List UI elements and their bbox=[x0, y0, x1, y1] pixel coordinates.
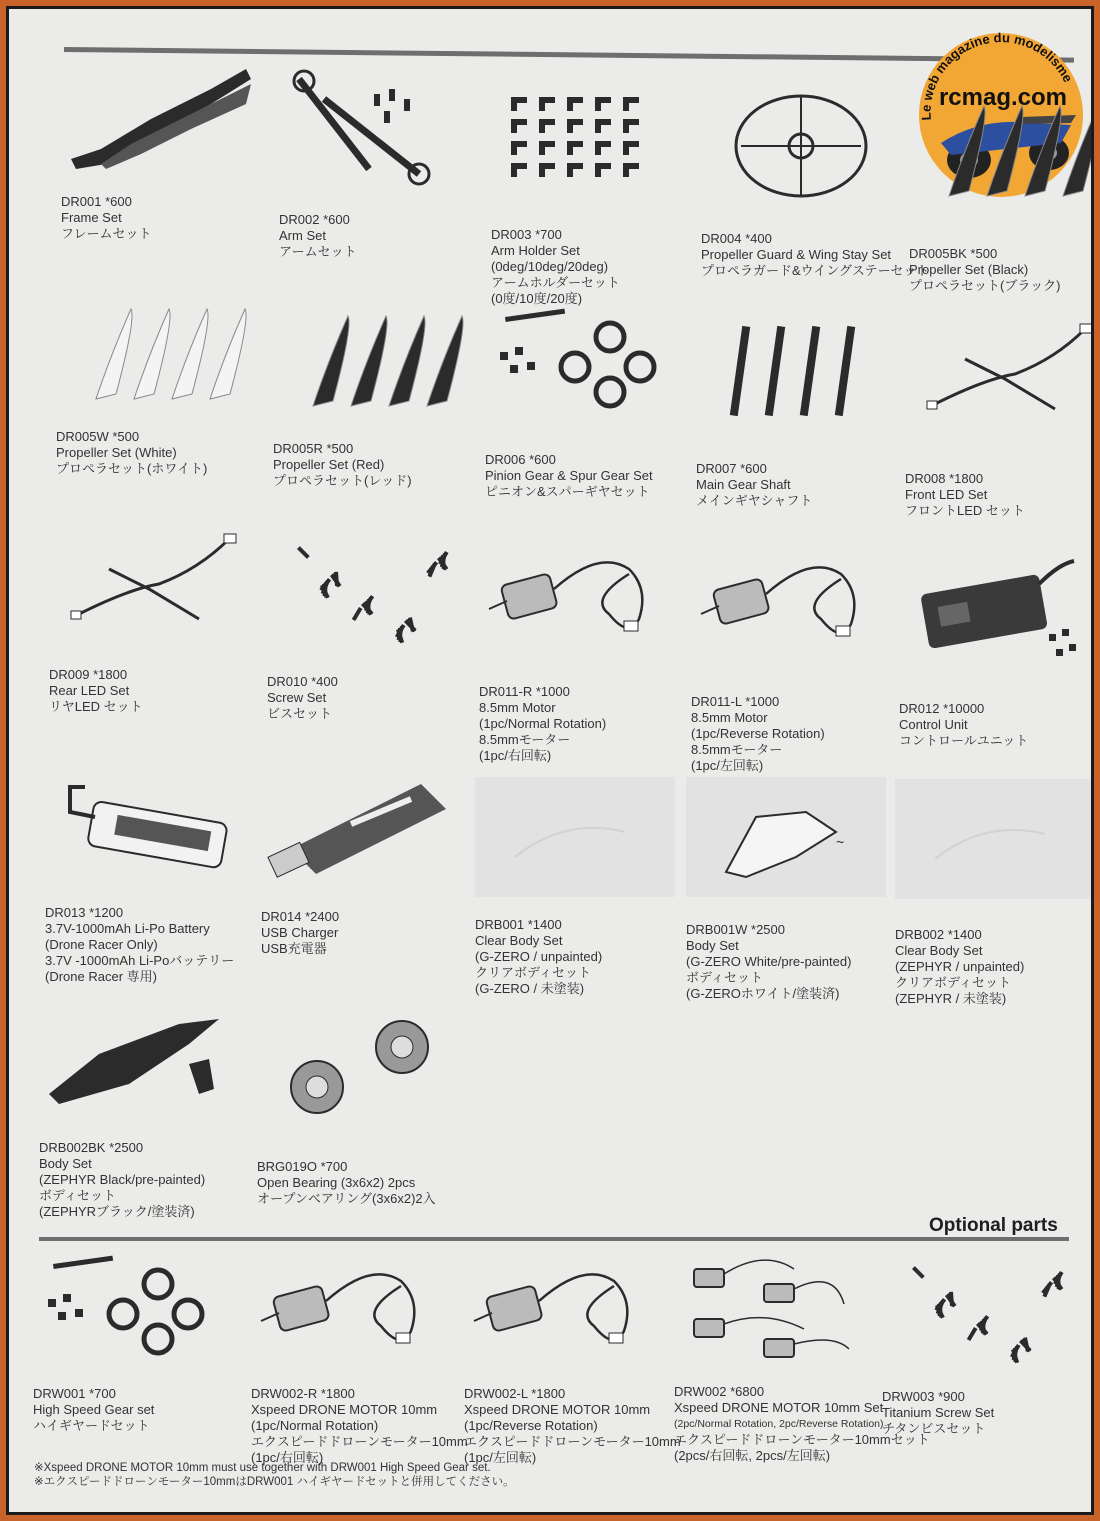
part-item bbox=[279, 69, 494, 260]
black-body-icon bbox=[39, 1004, 254, 1140]
part-line: (0度/10度/20度) bbox=[491, 291, 583, 306]
part-text bbox=[61, 194, 276, 242]
part-text bbox=[491, 227, 706, 307]
part-code-price: DR004 *400 bbox=[701, 231, 772, 246]
part-line: プロペラセット(ブラック) bbox=[909, 278, 1061, 293]
gears-icon bbox=[33, 1254, 248, 1386]
part-line: コントロールユニット bbox=[899, 733, 1029, 748]
part-item bbox=[39, 1004, 254, 1220]
part-code-price: DR007 *600 bbox=[696, 461, 767, 476]
part-line: (ZEPHYRブラック/塗装済) bbox=[39, 1204, 195, 1219]
part-text bbox=[686, 922, 901, 1002]
part-line: プロペラセット(ホワイト) bbox=[56, 461, 208, 476]
part-line: (Drone Racer Only) bbox=[45, 937, 158, 952]
part-line: Clear Body Set bbox=[895, 943, 983, 958]
led-icon bbox=[905, 319, 1094, 471]
part-code-price: DR005W *500 bbox=[56, 429, 140, 444]
guard-icon bbox=[701, 81, 916, 231]
part-code-price: DR014 *2400 bbox=[261, 909, 340, 924]
optional-part-code-price: DRW002-R *1800 bbox=[251, 1386, 355, 1401]
part-line: USB充電器 bbox=[261, 941, 327, 956]
part-line: (1pc/左回転) bbox=[691, 758, 764, 773]
part-line: (0deg/10deg/20deg) bbox=[491, 259, 609, 274]
part-item bbox=[261, 769, 476, 957]
optional-part-item bbox=[33, 1254, 248, 1434]
part-text bbox=[909, 246, 1094, 294]
part-line: Control Unit bbox=[899, 717, 968, 732]
part-line: Front LED Set bbox=[905, 487, 988, 502]
part-item bbox=[49, 529, 264, 715]
part-text bbox=[905, 471, 1094, 519]
part-line: Propeller Set (White) bbox=[56, 445, 177, 460]
part-code-price: DR005BK *500 bbox=[909, 246, 998, 261]
part-line: Rear LED Set bbox=[49, 683, 130, 698]
optional-part-line: Xspeed DRONE MOTOR 10mm bbox=[251, 1402, 438, 1417]
part-code-price: DRB002BK *2500 bbox=[39, 1140, 144, 1155]
optional-part-line: (2pcs/右回転, 2pcs/左回転) bbox=[674, 1448, 831, 1463]
optional-part-code-price: DRW001 *700 bbox=[33, 1386, 116, 1401]
arm-icon bbox=[279, 69, 494, 212]
part-line: リヤLED セット bbox=[49, 699, 143, 714]
clips-icon bbox=[491, 77, 706, 227]
part-text bbox=[261, 909, 476, 957]
part-line: Open Bearing (3x6x2) 2pcs bbox=[257, 1175, 416, 1190]
part-line: Arm Set bbox=[279, 228, 326, 243]
part-code-price: DR012 *10000 bbox=[899, 701, 985, 716]
optional-part-line: (1pc/左回転) bbox=[464, 1450, 537, 1465]
part-line: メインギヤシャフト bbox=[696, 493, 813, 508]
motor-icon bbox=[479, 539, 694, 684]
part-line: アームホルダーセット bbox=[491, 275, 620, 290]
part-code-price: DR011-L *1000 bbox=[691, 694, 780, 709]
part-line: フロントLED セット bbox=[905, 503, 1025, 518]
part-code-price: DR002 *600 bbox=[279, 212, 350, 227]
part-line: Arm Holder Set bbox=[491, 243, 580, 258]
part-line: Clear Body Set bbox=[475, 933, 563, 948]
part-line: (G-ZERO / unpainted) bbox=[475, 949, 603, 964]
part-line: (ZEPHYR / 未塗装) bbox=[895, 991, 1007, 1006]
optional-part-text bbox=[882, 1389, 1094, 1437]
battery-icon bbox=[45, 767, 260, 905]
part-line: (1pc/Normal Rotation) bbox=[479, 716, 607, 731]
frame-icon bbox=[61, 59, 276, 194]
optional-part-text bbox=[33, 1386, 248, 1434]
part-text bbox=[479, 684, 694, 764]
part-item bbox=[479, 539, 694, 764]
optional-part-line: (1pc/Normal Rotation) bbox=[251, 1418, 379, 1433]
optional-part-line: チタンビスセット bbox=[882, 1421, 986, 1436]
part-line: (G-ZERO / 未塗装) bbox=[475, 981, 585, 996]
part-text bbox=[257, 1159, 472, 1207]
part-item bbox=[273, 301, 488, 489]
part-line: Main Gear Shaft bbox=[696, 477, 791, 492]
part-text bbox=[895, 927, 1094, 1007]
part-item bbox=[686, 777, 901, 1002]
part-item bbox=[899, 549, 1094, 749]
part-item bbox=[267, 534, 482, 722]
optional-part-line: ハイギヤードセット bbox=[33, 1418, 150, 1433]
logo-name: rcmag.com bbox=[938, 84, 1068, 111]
part-line: オープンベアリング(3x6x2)2入 bbox=[257, 1191, 436, 1206]
optional-part-code-price: DRW003 *900 bbox=[882, 1389, 965, 1404]
part-line: Pinion Gear & Spur Gear Set bbox=[485, 468, 653, 483]
optional-part-code-price: DRW002-L *1800 bbox=[464, 1386, 566, 1401]
part-text bbox=[45, 905, 260, 985]
part-line: Propeller Set (Black) bbox=[909, 262, 1029, 277]
part-code-price: DRB001W *2500 bbox=[686, 922, 785, 937]
optional-part-line: Titanium Screw Set bbox=[882, 1405, 995, 1420]
part-text bbox=[56, 429, 271, 477]
part-line: (G-ZERO White/pre-painted) bbox=[686, 954, 852, 969]
svg-text:~: ~ bbox=[836, 834, 845, 850]
part-line: Propeller Set (Red) bbox=[273, 457, 385, 472]
part-text bbox=[696, 461, 911, 509]
part-code-price: DR001 *600 bbox=[61, 194, 132, 209]
optional-part-line: High Speed Gear set bbox=[33, 1402, 155, 1417]
part-line: Body Set bbox=[686, 938, 739, 953]
optional-part-item bbox=[464, 1251, 679, 1466]
propeller-icon bbox=[909, 91, 1094, 246]
optional-part-line: エクスピードドローンモーター10mm bbox=[464, 1434, 681, 1449]
part-line: 8.5mmモーター bbox=[691, 742, 783, 757]
part-text bbox=[701, 231, 930, 279]
part-line: (ZEPHYR / unpainted) bbox=[895, 959, 1025, 974]
part-line: ボディセット bbox=[39, 1188, 116, 1203]
led-icon bbox=[49, 529, 264, 667]
part-line: フレームセット bbox=[61, 226, 152, 241]
footnote-1: ※Xspeed DRONE MOTOR 10mm must use together with DRW001 High Speed Gear set. bbox=[34, 1462, 491, 1474]
part-text bbox=[49, 667, 264, 715]
optional-divider bbox=[39, 1237, 1069, 1241]
part-line: アームセット bbox=[279, 244, 357, 259]
part-code-price: DR003 *700 bbox=[491, 227, 562, 242]
optional-part-line: (2pc/Normal Rotation, 2pc/Reverse Rotation) bbox=[674, 1418, 884, 1430]
part-item bbox=[691, 544, 906, 774]
part-code-price: DR006 *600 bbox=[485, 452, 556, 467]
part-line: (ZEPHYR Black/pre-painted) bbox=[39, 1172, 206, 1187]
optional-part-line: Xspeed DRONE MOTOR 10mm Set bbox=[674, 1400, 884, 1415]
part-text bbox=[691, 694, 906, 774]
propeller-icon bbox=[273, 301, 488, 441]
part-code-price: DR009 *1800 bbox=[49, 667, 128, 682]
clear-body-icon bbox=[475, 777, 690, 917]
part-code-price: DR011-R *1000 bbox=[479, 684, 570, 699]
propeller-white-icon bbox=[56, 294, 271, 429]
part-line: (Drone Racer 専用) bbox=[45, 969, 157, 984]
part-line: USB Charger bbox=[261, 925, 339, 940]
part-item bbox=[905, 319, 1094, 519]
parts-list-page bbox=[6, 6, 1094, 1515]
motors-icon bbox=[674, 1249, 889, 1384]
part-item bbox=[61, 59, 276, 242]
motor-icon bbox=[251, 1251, 466, 1386]
part-text bbox=[485, 452, 700, 500]
part-code-price: DR008 *1800 bbox=[905, 471, 984, 486]
part-line: 8.5mm Motor bbox=[691, 710, 768, 725]
part-code-price: DRB002 *1400 bbox=[895, 927, 982, 942]
part-line: ボディセット bbox=[686, 970, 763, 985]
part-line: (1pc/右回転) bbox=[479, 748, 552, 763]
optional-part-text bbox=[251, 1386, 466, 1466]
usb-icon bbox=[261, 769, 476, 909]
gears-icon bbox=[485, 307, 700, 452]
part-line: ピニオン&スパーギヤセット bbox=[485, 484, 650, 499]
part-item bbox=[56, 294, 271, 477]
part-line: ビスセット bbox=[267, 706, 333, 721]
part-item bbox=[485, 307, 700, 500]
screws-icon bbox=[882, 1254, 1094, 1389]
part-code-price: DRB001 *1400 bbox=[475, 917, 562, 932]
part-text bbox=[273, 441, 488, 489]
bearing-icon bbox=[257, 1007, 472, 1159]
part-item bbox=[45, 767, 260, 985]
part-line: クリアボディセット bbox=[895, 975, 1011, 990]
part-line: Body Set bbox=[39, 1156, 92, 1171]
part-text bbox=[279, 212, 494, 260]
part-item bbox=[257, 1007, 472, 1207]
footnote-2: ※エクスピードドローンモーター10mmはDRW001 ハイギヤードセットと併用してください。 bbox=[34, 1476, 515, 1488]
part-item bbox=[491, 77, 706, 307]
part-line: (G-ZEROホワイト/塗装済) bbox=[686, 986, 840, 1001]
part-code-price: BRG019O *700 bbox=[257, 1159, 348, 1174]
optional-part-text bbox=[464, 1386, 679, 1466]
part-text bbox=[39, 1140, 254, 1220]
white-body-icon bbox=[686, 777, 901, 922]
part-item bbox=[475, 777, 690, 997]
clear-body-icon bbox=[895, 779, 1094, 927]
optional-parts-title: Optional parts bbox=[929, 1215, 1058, 1236]
part-line: 3.7V-1000mAh Li-Po Battery bbox=[45, 921, 210, 936]
part-line: 8.5mm Motor bbox=[479, 700, 556, 715]
part-line: Screw Set bbox=[267, 690, 327, 705]
part-line: プロペラガード&ウイングステーセット bbox=[701, 263, 930, 278]
board-icon bbox=[899, 549, 1094, 701]
optional-part-line: (1pc/右回転) bbox=[251, 1450, 324, 1465]
part-line: (1pc/Reverse Rotation) bbox=[691, 726, 825, 741]
motor-icon bbox=[691, 544, 906, 694]
part-line: 8.5mmモーター bbox=[479, 732, 571, 747]
optional-part-code-price: DRW002 *6800 bbox=[674, 1384, 765, 1399]
screws-icon bbox=[267, 534, 482, 674]
part-line: Frame Set bbox=[61, 210, 122, 225]
part-line: クリアボディセット bbox=[475, 965, 591, 980]
logo-arc-text: Le web magazine du modelisme bbox=[918, 30, 1076, 121]
footnotes bbox=[34, 1461, 515, 1489]
optional-part-line: Xspeed DRONE MOTOR 10mm bbox=[464, 1402, 651, 1417]
shaft-icon bbox=[696, 311, 911, 461]
part-code-price: DR013 *1200 bbox=[45, 905, 124, 920]
part-text bbox=[475, 917, 690, 997]
optional-part-item bbox=[251, 1251, 466, 1466]
part-code-price: DR010 *400 bbox=[267, 674, 338, 689]
part-item bbox=[895, 779, 1094, 1007]
part-text bbox=[267, 674, 482, 722]
part-item bbox=[909, 91, 1094, 294]
part-code-price: DR005R *500 bbox=[273, 441, 354, 456]
optional-part-item bbox=[882, 1254, 1094, 1437]
part-line: Propeller Guard & Wing Stay Set bbox=[701, 247, 892, 262]
optional-part-line: エクスピードドローンモーター10mm bbox=[251, 1434, 468, 1449]
part-text bbox=[899, 701, 1094, 749]
motor-icon bbox=[464, 1251, 679, 1386]
part-item bbox=[696, 311, 911, 509]
part-line: 3.7V -1000mAh Li-Poバッテリー bbox=[45, 953, 235, 968]
optional-part-line: (1pc/Reverse Rotation) bbox=[464, 1418, 598, 1433]
optional-part-line: エクスピードドローンモーター10mmセット bbox=[674, 1432, 930, 1447]
part-line: プロペラセット(レッド) bbox=[273, 473, 412, 488]
part-item bbox=[701, 81, 930, 279]
